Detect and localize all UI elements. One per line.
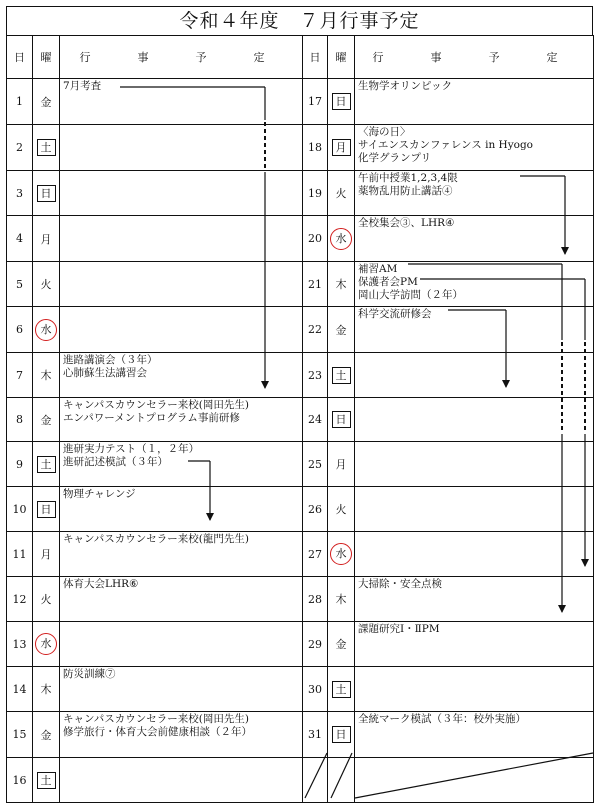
weekday-cell — [328, 216, 355, 262]
calendar-row — [7, 712, 594, 758]
weekday: 火 — [40, 593, 52, 606]
weekday-cell — [328, 353, 355, 398]
calendar-row — [7, 577, 594, 622]
calendar-row — [7, 532, 594, 577]
day-number: 8 — [16, 413, 23, 426]
day-cell — [303, 171, 328, 216]
weekday-cell — [33, 758, 60, 803]
day-number: 19 — [308, 186, 322, 200]
weekday-boxed: 日 — [332, 411, 351, 428]
weekday: 金 — [40, 95, 52, 109]
event-text: 化学グランプリ — [358, 152, 432, 164]
calendar-row — [7, 758, 594, 803]
weekday-cell — [33, 577, 60, 622]
event-text: 補習AM — [358, 263, 398, 275]
weekday-boxed: 日 — [37, 501, 56, 518]
weekday: 金 — [40, 413, 52, 427]
event-text: 7月考査 — [63, 80, 102, 92]
day-cell — [7, 758, 33, 803]
event-cell — [355, 171, 594, 216]
day-cell — [303, 622, 328, 667]
event-cell — [60, 532, 303, 577]
weekday-circled: 水 — [330, 543, 352, 565]
event-cell — [355, 216, 594, 262]
day-cell — [303, 442, 328, 487]
weekday: 金 — [335, 638, 347, 651]
event-cell — [355, 712, 594, 758]
weekday-cell — [328, 171, 355, 216]
day-number: 29 — [308, 637, 322, 651]
weekday-boxed: 土 — [37, 139, 56, 156]
header-weekday: 曜 — [33, 36, 60, 79]
weekday-circled: 水 — [35, 633, 57, 655]
day-cell — [303, 577, 328, 622]
weekday-boxed: 土 — [332, 681, 351, 698]
event-cell — [60, 398, 303, 442]
event-text: サイエンスカンファレンス in Hyogo — [358, 139, 533, 151]
day-cell — [303, 398, 328, 442]
weekday-cell — [33, 532, 60, 577]
day-number: 1 — [16, 95, 23, 108]
event-cell — [355, 442, 594, 487]
day-cell — [7, 216, 33, 262]
header-events: 行 事 予 定 — [60, 36, 303, 79]
weekday-cell — [33, 307, 60, 353]
day-cell — [303, 216, 328, 262]
day-cell — [303, 758, 328, 803]
event-cell — [60, 216, 303, 262]
day-number: 23 — [308, 368, 322, 382]
event-text: 生物学オリンピック — [358, 80, 453, 92]
weekday-boxed: 土 — [332, 367, 351, 384]
calendar-row — [7, 398, 594, 442]
event-cell — [355, 79, 594, 125]
calendar-row — [7, 307, 594, 353]
weekday-cell — [33, 487, 60, 532]
event-cell — [355, 622, 594, 667]
weekday-boxed: 日 — [332, 726, 351, 743]
event-text: 科学交流研修会 — [358, 308, 432, 320]
event-text: キャンパスカウンセラー来校(岡田先生) — [63, 399, 249, 411]
day-cell — [303, 667, 328, 712]
weekday-cell — [33, 667, 60, 712]
weekday: 木 — [335, 593, 347, 606]
event-cell — [60, 667, 303, 712]
event-text: 修学旅行・体育大会前健康相談（２年） — [63, 726, 252, 738]
day-cell — [7, 262, 33, 307]
day-number: 20 — [308, 232, 322, 245]
weekday: 木 — [40, 683, 52, 696]
event-text: 進研実力テスト（１，２年） — [63, 443, 200, 455]
weekday-cell — [328, 307, 355, 353]
event-text: 防災訓練⑦ — [63, 668, 116, 680]
day-cell — [303, 79, 328, 125]
weekday: 月 — [40, 232, 52, 246]
day-number: 21 — [308, 277, 322, 291]
event-text: 〈海の日〉 — [358, 126, 411, 138]
calendar-row — [7, 487, 594, 532]
event-text: 岡山大学訪問（２年） — [358, 289, 463, 301]
weekday-cell — [328, 487, 355, 532]
event-text: 保護者会PM — [358, 276, 418, 288]
day-cell — [303, 712, 328, 758]
day-number: 3 — [16, 186, 23, 200]
weekday: 月 — [335, 458, 347, 471]
event-text: 進路講演会（３年） — [63, 354, 158, 366]
event-cell — [60, 577, 303, 622]
calendar-row — [7, 171, 594, 216]
weekday-cell — [328, 125, 355, 171]
weekday: 木 — [335, 278, 347, 291]
day-cell — [7, 307, 33, 353]
day-number: 4 — [16, 232, 23, 245]
calendar-row — [7, 622, 594, 667]
weekday-cell — [328, 622, 355, 667]
page-title: 令和４年度 ７月行事予定 — [6, 6, 593, 36]
header-events-2: 行 事 予 定 — [355, 36, 594, 79]
day-cell — [7, 622, 33, 667]
day-number: 24 — [308, 413, 322, 426]
event-cell — [60, 125, 303, 171]
day-cell — [7, 171, 33, 216]
event-text: 進研記述模試（３年） — [63, 456, 168, 468]
day-number: 13 — [12, 637, 27, 651]
event-cell — [60, 712, 303, 758]
weekday-cell — [328, 667, 355, 712]
event-text: 薬物乱用防止講話④ — [358, 185, 453, 197]
event-cell — [60, 353, 303, 398]
event-cell — [355, 353, 594, 398]
event-cell — [355, 532, 594, 577]
event-cell — [355, 758, 594, 803]
header-day: 日 — [7, 36, 33, 79]
header-row — [7, 36, 594, 79]
weekday-cell — [33, 442, 60, 487]
calendar-row — [7, 442, 594, 487]
event-cell — [355, 125, 594, 171]
weekday-cell — [328, 79, 355, 125]
day-number: 2 — [16, 141, 23, 154]
weekday: 火 — [40, 278, 52, 291]
event-cell — [60, 758, 303, 803]
day-cell — [7, 667, 33, 712]
day-number: 17 — [308, 95, 322, 108]
weekday-cell — [33, 622, 60, 667]
event-cell — [60, 171, 303, 216]
day-number: 30 — [308, 682, 322, 696]
weekday: 火 — [335, 503, 347, 516]
event-cell — [355, 307, 594, 353]
day-number: 15 — [12, 728, 27, 741]
day-cell — [7, 398, 33, 442]
event-text: 物理チャレンジ — [63, 488, 136, 500]
event-text: 課題研究Ⅰ・ⅡPM — [358, 623, 440, 635]
weekday-cell — [328, 532, 355, 577]
event-cell — [60, 487, 303, 532]
weekday-cell — [33, 125, 60, 171]
event-cell — [355, 577, 594, 622]
day-cell — [7, 712, 33, 758]
day-number: 5 — [16, 277, 23, 291]
weekday-cell — [33, 262, 60, 307]
event-cell — [60, 79, 303, 125]
calendar-row — [7, 79, 594, 125]
day-cell — [303, 125, 328, 171]
header-day-2: 日 — [303, 36, 328, 79]
day-cell — [303, 307, 328, 353]
event-cell — [60, 307, 303, 353]
weekday-boxed: 土 — [37, 456, 56, 473]
day-cell — [7, 125, 33, 171]
weekday: 月 — [40, 548, 52, 561]
day-number: 28 — [308, 592, 322, 606]
day-cell — [7, 487, 33, 532]
event-text: キャンパスカウンセラー来校(岡田先生) — [63, 713, 249, 725]
weekday-boxed: 日 — [37, 185, 56, 202]
event-cell — [60, 622, 303, 667]
event-text: 体育大会LHR⑥ — [63, 578, 139, 590]
weekday-cell — [33, 216, 60, 262]
event-text: キャンパスカウンセラー来校(龍門先生) — [63, 533, 249, 545]
weekday: 火 — [335, 187, 347, 200]
event-text: 全校集会③、LHR④ — [358, 217, 455, 229]
day-number: 18 — [308, 141, 322, 154]
event-text: 全統マーク模試（３年：校外実施） — [358, 713, 526, 725]
calendar-row — [7, 216, 594, 262]
day-number: 12 — [12, 592, 27, 606]
day-number: 26 — [308, 502, 322, 516]
day-cell — [7, 532, 33, 577]
weekday-cell — [328, 758, 355, 803]
weekday-cell — [33, 398, 60, 442]
day-number: 10 — [12, 502, 27, 516]
calendar-row — [7, 667, 594, 712]
weekday: 木 — [40, 369, 52, 382]
day-cell — [303, 532, 328, 577]
event-text: 心肺蘇生法講習会 — [63, 367, 147, 379]
event-text: エンパワーメントプログラム事前研修 — [63, 412, 240, 424]
day-cell — [303, 262, 328, 307]
event-cell — [355, 667, 594, 712]
day-cell — [303, 487, 328, 532]
weekday-cell — [328, 262, 355, 307]
day-cell — [7, 79, 33, 125]
schedule-table — [6, 35, 594, 803]
header-weekday-2: 曜 — [328, 36, 355, 79]
day-number: 22 — [308, 323, 322, 336]
weekday-circled: 水 — [35, 319, 57, 341]
weekday-cell — [328, 577, 355, 622]
day-cell — [303, 353, 328, 398]
day-number: 11 — [12, 547, 27, 561]
event-cell — [355, 262, 594, 307]
event-text: 大掃除・安全点検 — [358, 578, 442, 590]
weekday-cell — [33, 171, 60, 216]
day-number: 6 — [16, 323, 23, 336]
day-number: 14 — [12, 682, 27, 696]
event-cell — [60, 442, 303, 487]
calendar-row — [7, 353, 594, 398]
weekday-cell — [33, 353, 60, 398]
day-number: 7 — [16, 368, 23, 382]
event-cell — [60, 262, 303, 307]
weekday-cell — [328, 712, 355, 758]
weekday-cell — [328, 398, 355, 442]
day-cell — [7, 442, 33, 487]
event-cell — [355, 487, 594, 532]
event-text: 午前中授業1,2,3,4限 — [358, 172, 458, 184]
weekday-boxed: 土 — [37, 772, 56, 789]
calendar-row — [7, 262, 594, 307]
weekday-cell — [33, 79, 60, 125]
weekday: 金 — [40, 728, 52, 742]
day-cell — [7, 353, 33, 398]
event-cell — [355, 398, 594, 442]
day-number: 27 — [308, 547, 322, 561]
weekday-boxed: 日 — [332, 93, 351, 110]
weekday-cell — [33, 712, 60, 758]
day-number: 16 — [12, 773, 27, 787]
day-number: 31 — [308, 728, 322, 741]
weekday-cell — [328, 442, 355, 487]
calendar-row — [7, 125, 594, 171]
weekday: 金 — [335, 323, 347, 337]
day-cell — [7, 577, 33, 622]
day-number: 9 — [16, 457, 23, 471]
weekday-boxed: 月 — [332, 139, 351, 156]
weekday-circled: 水 — [330, 228, 352, 250]
day-number: 25 — [308, 457, 322, 471]
